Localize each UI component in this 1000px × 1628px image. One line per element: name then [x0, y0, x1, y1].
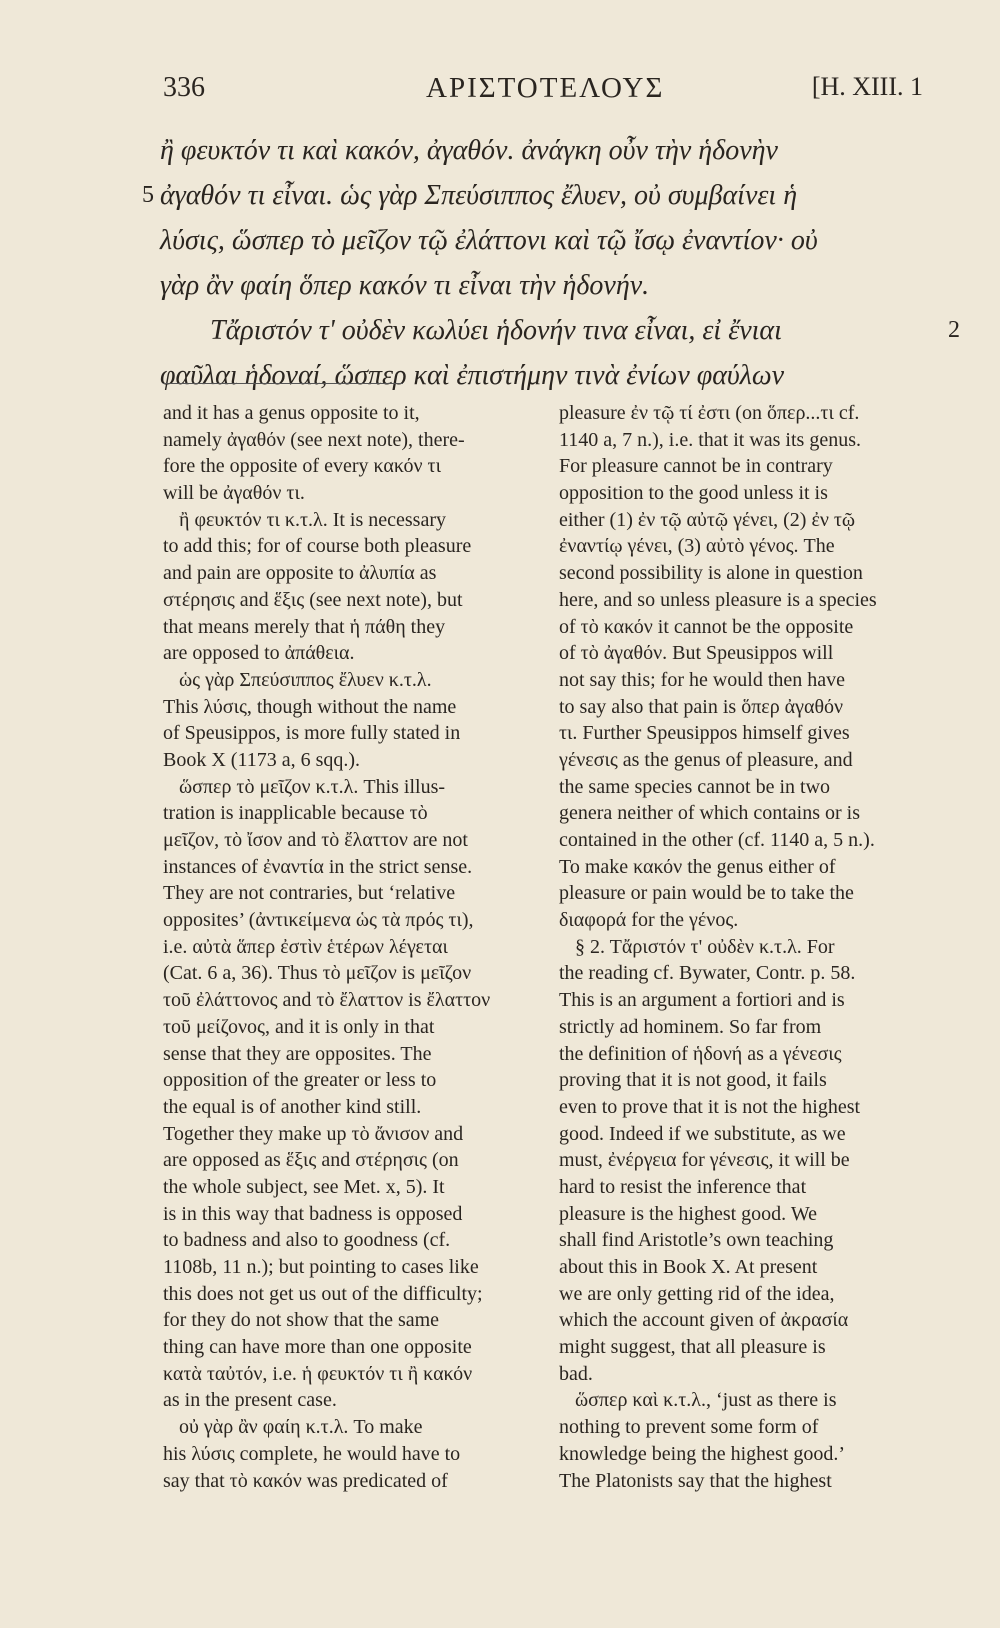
commentary-line: the definition of ἡδονή as a γένεσις: [559, 1042, 842, 1065]
commentary-line: γένεσις as the genus of pleasure, and: [559, 748, 853, 771]
greek-line: [160, 353, 930, 398]
greek-line-text: ἢ φευκτόν τι καὶ κακόν, ἀγαθόν. ἀνάγκη οὖν τὴν ἡδονὴν: [160, 135, 778, 166]
commentary-line: will be ἀγαθόν τι.: [163, 482, 305, 505]
commentary-line: the same species cannot be in two: [559, 775, 831, 798]
greek-line: [160, 263, 930, 308]
commentary-line: to say also that pain is ὅπερ ἀγαθόν: [559, 695, 844, 718]
commentary-line: ὥσπερ καὶ κ.τ.λ., ‘just as there is: [575, 1389, 837, 1412]
commentary-line: This is an argument a fortiori and is: [559, 989, 845, 1012]
commentary-line: to badness and also to goodness (cf.: [163, 1229, 451, 1252]
greek-line: [160, 128, 930, 173]
commentary-line: bad.: [559, 1362, 593, 1385]
commentary-line: nothing to prevent some form of: [559, 1416, 819, 1439]
greek-line: [160, 218, 930, 263]
greek-line-text: ἀγαθόν τι εἶναι. ὡς γὰρ Σπεύσιππος ἔλυεν, οὐ συμβαίνει ἡ: [160, 180, 798, 211]
commentary-line: proving that it is not good, it fails: [559, 1069, 827, 1092]
commentary-line: τοῦ μείζονος, and it is only in that: [163, 1015, 435, 1038]
commentary-right-column: [559, 400, 921, 1494]
commentary-line: is in this way that badness is opposed: [163, 1202, 463, 1225]
commentary-line: of Speusippos, is more fully stated in: [163, 722, 461, 745]
commentary-line: knowledge being the highest good.’: [559, 1442, 846, 1465]
commentary-line: of τὸ κακόν it cannot be the opposite: [559, 615, 854, 638]
page-number: 336: [163, 72, 205, 103]
commentary-line: good. Indeed if we substitute, as we: [559, 1122, 846, 1145]
commentary-line: here, and so unless pleasure is a species: [559, 588, 877, 611]
commentary-line: τι. Further Speusippos himself gives: [559, 722, 850, 745]
commentary-line: strictly ad hominem. So far from: [559, 1015, 822, 1038]
greek-line: [142, 173, 930, 218]
greek-line-text: γὰρ ἂν φαίη ὅπερ κακόν τι εἶναι τὴν ἡδονήν.: [160, 270, 650, 301]
commentary-line: hard to resist the inference that: [559, 1175, 807, 1198]
commentary-line: Together they make up τὸ ἄνισον and: [163, 1122, 464, 1145]
commentary-line: διαφορά for the γένος.: [559, 909, 739, 932]
commentary-line: κατὰ ταὐτόν, i.e. ἡ φευκτόν τι ἢ κακόν: [163, 1362, 473, 1385]
commentary-line: are opposed as ἕξις and στέρησις (on: [163, 1149, 459, 1172]
commentary-line: as in the present case.: [163, 1389, 337, 1412]
commentary-line: instances of ἐναντία in the strict sense.: [163, 855, 473, 878]
commentary-line: this does not get us out of the difficulty;: [163, 1282, 483, 1305]
commentary-line: we are only getting rid of the idea,: [559, 1282, 835, 1305]
greek-line-text: φαῦλαι ἡδοναί, ὥσπερ καὶ ἐπιστήμην τινὰ ἐνίων φαύλων: [160, 360, 785, 391]
commentary-line: shall find Aristotle’s own teaching: [559, 1229, 834, 1252]
commentary-line: i.e. αὐτὰ ἅπερ ἐστὶν ἑτέρων λέγεται: [163, 935, 448, 958]
commentary-line: Book X (1173 a, 6 sqq.).: [163, 748, 361, 771]
commentary-line: ἢ φευκτόν τι κ.τ.λ. It is necessary: [179, 508, 446, 531]
commentary-line: opposition to the good unless it is: [559, 482, 828, 505]
commentary-line: fore the opposite of every κακόν τι: [163, 455, 441, 478]
commentary-line: which the account given of ἀκρασία: [559, 1309, 849, 1332]
commentary-line: This λύσις, though without the name: [163, 695, 457, 718]
commentary-line: are opposed to ἀπάθεια.: [163, 642, 355, 665]
section-number: 2: [948, 317, 960, 343]
commentary-line: the reading cf. Bywater, Contr. p. 58.: [559, 962, 856, 985]
commentary-left-column: [163, 400, 525, 1494]
commentary-line: genera neither of which contains or is: [559, 802, 861, 825]
commentary-line: ὡς γὰρ Σπεύσιππος ἔλυεν κ.τ.λ.: [179, 668, 432, 691]
commentary-line: pleasure is the highest good. We: [559, 1202, 817, 1225]
greek-line: [160, 308, 960, 353]
commentary-line: For pleasure cannot be in contrary: [559, 455, 833, 478]
commentary-line: tration is inapplicable because τὸ: [163, 802, 428, 825]
commentary-line: opposites’ (ἀντικείμενα ὡς τὰ πρός τι),: [163, 909, 474, 932]
commentary-line: To make κακόν the genus either of: [559, 855, 836, 878]
greek-line-text: λύσις, ὥσπερ τὸ μεῖζον τῷ ἐλάττονι καὶ τῷ ἴσῳ ἐναντίον· οὐ: [160, 225, 818, 256]
commentary-line: second possibility is alone in question: [559, 562, 863, 585]
commentary-line: ὥσπερ τὸ μεῖζον κ.τ.λ. This illus-: [179, 775, 446, 798]
commentary-line: στέρησις and ἕξις (see next note), but: [163, 588, 463, 611]
commentary-line: pleasure or pain would be to take the: [559, 882, 854, 905]
commentary-line: the equal is of another kind still.: [163, 1095, 422, 1118]
commentary-line: even to prove that it is not the highest: [559, 1095, 861, 1118]
line-number: 5: [142, 182, 154, 208]
commentary-line: ἐναντίῳ γένει, (3) αὐτὸ γένος. The: [559, 535, 835, 558]
commentary-line: (Cat. 6 a, 36). Thus τὸ μεῖζον is μεῖζον: [163, 962, 472, 985]
running-title: ΑΡΙΣΤΟΤΕΛΟΥΣ: [426, 72, 665, 104]
commentary-line: the whole subject, see Met. x, 5). It: [163, 1175, 445, 1198]
commentary-line: τοῦ ἐλάττονος and τὸ ἔλαττον is ἔλαττον: [163, 989, 491, 1012]
commentary-line: sense that they are opposites. The: [163, 1042, 432, 1065]
commentary-line: 1140 a, 7 n.), i.e. that it was its genus.: [559, 428, 861, 451]
commentary-line: either (1) ἐν τῷ αὐτῷ γένει, (2) ἐν τῷ: [559, 508, 856, 531]
commentary-line: contained in the other (cf. 1140 a, 5 n.).: [559, 829, 875, 851]
commentary-line: that means merely that ἡ πάθη they: [163, 615, 446, 638]
commentary-line: pleasure ἐν τῷ τί ἐστι (on ὅπερ...τι cf.: [559, 402, 860, 424]
commentary-line: μεῖζον, τὸ ἴσον and τὸ ἔλαττον are not: [163, 829, 468, 851]
commentary-line: and it has a genus opposite to it,: [163, 402, 420, 424]
commentary-line: οὐ γὰρ ἂν φαίη κ.τ.λ. To make: [179, 1416, 423, 1439]
commentary-line: of τὸ ἀγαθόν. But Speusippos will: [559, 642, 834, 665]
commentary-line: for they do not show that the same: [163, 1309, 440, 1332]
commentary-line: namely ἀγαθόν (see next note), there-: [163, 428, 465, 451]
commentary-line: not say this; for he would then have: [559, 668, 846, 691]
commentary-line: about this in Book X. At present: [559, 1256, 818, 1278]
footnote-rule: [163, 383, 403, 384]
greek-text-block: [142, 128, 960, 398]
commentary-line: The Platonists say that the highest: [559, 1469, 832, 1492]
running-header: [163, 72, 923, 112]
commentary-line: They are not contraries, but ‘relative: [163, 882, 456, 905]
commentary-line: to add this; for of course both pleasure: [163, 535, 472, 558]
greek-line-text: Τἄριστόν τ' οὐδὲν κωλύει ἡδονήν τινα εἶναι, εἰ ἔνιαι: [210, 315, 782, 346]
section-reference: [H. XIII. 1: [811, 72, 923, 101]
commentary-line: must, ἐνέργεια for γένεσις, it will be: [559, 1149, 850, 1172]
commentary-line: § 2. Τἄριστόν τ' οὐδὲν κ.τ.λ. For: [575, 935, 835, 958]
commentary-line: opposition of the greater or less to: [163, 1069, 437, 1092]
commentary-line: his λύσις complete, he would have to: [163, 1442, 461, 1465]
commentary-line: say that τὸ κακόν was predicated of: [163, 1469, 448, 1492]
commentary-line: thing can have more than one opposite: [163, 1336, 472, 1359]
commentary-line: 1108b, 11 n.); but pointing to cases like: [163, 1256, 479, 1278]
commentary-line: and pain are opposite to ἀλυπία as: [163, 562, 437, 585]
commentary-line: might suggest, that all pleasure is: [559, 1336, 826, 1359]
